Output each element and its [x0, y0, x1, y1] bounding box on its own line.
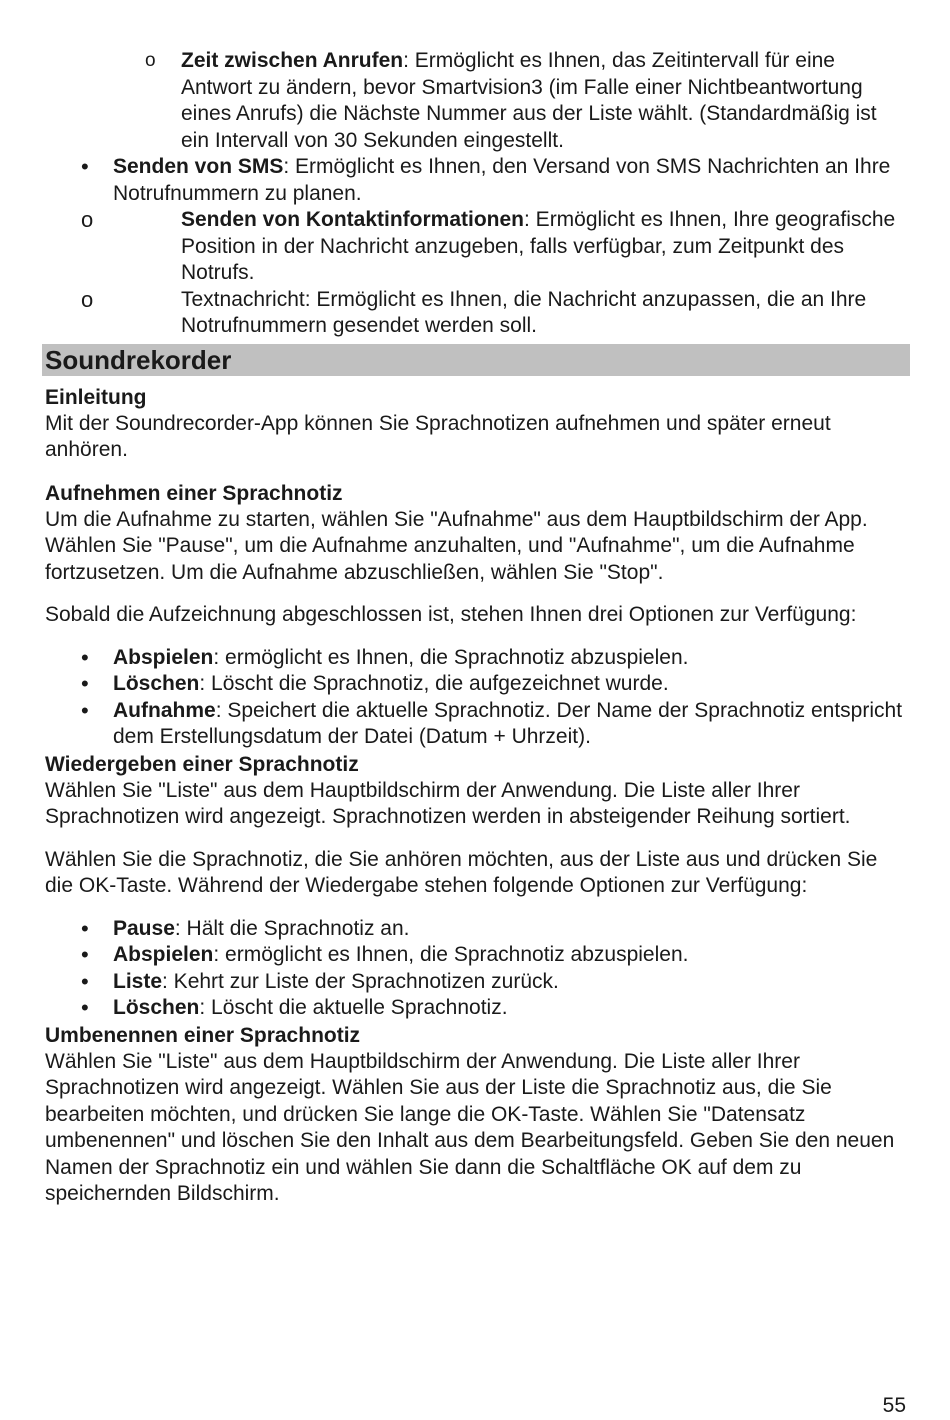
heading-record: Aufnehmen einer Sprachnotiz: [45, 481, 343, 505]
item-term: Abspielen: [113, 645, 214, 669]
bullet-item: [45, 916, 910, 943]
bullet-item-sms: [45, 154, 910, 340]
rename-paragraph: Wählen Sie "Liste" aus dem Hauptbildschirm der Anwendung. Die Liste aller Ihrer Sprachnotizen wird angezeigt. Wählen Sie aus der Liste die Sprachnotiz aus, die Sie bearbeiten möchten, und drücken Sie lange die OK-Taste. Wählen Sie "Datensatz umbenennen" und löschen Sie den Inhalt aus dem Bearbeitungsfeld. Geben Sie den neuen Namen der Sprachnotiz ein und wählen Sie dann die Schaltfläche OK auf dem zu speichernden Bildschirm.: [45, 1049, 895, 1205]
item-description: : Ermöglicht es Ihnen, Ihre geografische Position in der Nachricht anzugeben, falls verfügbar, zum Zeitpunkt des Notrufs.: [181, 208, 896, 284]
item-description: : Ermöglicht es Ihnen, den Versand von SMS Nachrichten an Ihre Notrufnummern zu planen.: [113, 155, 891, 205]
section-title: Soundrekorder: [42, 344, 910, 376]
bullet-marker: •: [81, 968, 89, 994]
record-paragraph-1: Um die Aufnahme zu starten, wählen Sie "Aufnahme" aus dem Hauptbildschirm der App. Wählen Sie "Pause", um die Aufnahme anzuhalten, und "Aufnahme", um die Aufnahme fortzusetzen. Um die Aufnahme abzuschließen, wählen Sie "Stop".: [45, 507, 868, 584]
sub-list-item: [45, 207, 910, 287]
sub-list-item: [45, 48, 910, 154]
bullet-item: [45, 969, 910, 996]
document-page: [45, 48, 910, 1208]
item-description: : Löscht die aktuelle Sprachnotiz.: [199, 996, 508, 1019]
record-options-list: [45, 645, 910, 751]
heading-play: Wiedergeben einer Sprachnotiz: [45, 752, 359, 776]
item-description: : ermöglicht es Ihnen, die Sprachnotiz abzuspielen.: [213, 943, 689, 966]
bullet-marker: •: [81, 995, 89, 1020]
play-paragraph-2: Wählen Sie die Sprachnotiz, die Sie anhören möchten, aus der Liste aus und drücken Sie die OK-Taste. Während der Wiedergabe stehen folgende Optionen zur Verfügung:: [45, 847, 878, 897]
bullet-marker: •: [81, 915, 89, 941]
sub-list-item: [45, 287, 910, 340]
bullet-marker: •: [81, 671, 89, 696]
item-description: : Kehrt zur Liste der Sprachnotizen zurück.: [162, 969, 559, 993]
bullet-item: [45, 942, 910, 969]
item-description: : Ermöglicht es Ihnen, das Zeitintervall für eine Antwort zu ändern, bevor Smartvision3 (im Falle einer Nichtbeantwortung eines Anrufs) die Nächste Nummer aus der Liste wählt. (Standardmäßig ist ein Intervall von 30 Sekunden eingestellt.: [181, 49, 877, 152]
item-term: Aufnahme: [113, 698, 216, 722]
bullet-marker: •: [81, 644, 89, 670]
item-term: Senden von Kontaktinformationen: [181, 208, 525, 231]
bullet-item: [45, 698, 910, 751]
heading-rename: Umbenennen einer Sprachnotiz: [45, 1023, 361, 1047]
bullet-marker: •: [81, 154, 89, 179]
item-description: : Speichert die aktuelle Sprachnotiz. Der Name der Sprachnotiz entspricht dem Erstellungsdatum der Datei (Datum + Uhrzeit).: [113, 698, 903, 748]
play-paragraph-1: Wählen Sie "Liste" aus dem Hauptbildschirm der Anwendung. Die Liste aller Ihrer Sprachnotizen wird angezeigt. Sprachnotizen werden in absteigender Reihung sortiert.: [45, 778, 851, 828]
item-term: Löschen: [113, 672, 200, 695]
item-description: Textnachricht: Ermöglicht es Ihnen, die Nachricht anzupassen, die an Ihre Notrufnummern gesendet werden soll.: [181, 287, 867, 337]
item-term: Abspielen: [113, 943, 214, 966]
play-options-list: [45, 916, 910, 1022]
intro-paragraph: Mit der Soundrecorder-App können Sie Sprachnotizen aufnehmen und später erneut anhören.: [45, 411, 831, 461]
item-term: Liste: [113, 969, 163, 993]
heading-intro: Einleitung: [45, 385, 147, 409]
bullet-item: [45, 995, 910, 1022]
item-term: Zeit zwischen Anrufen: [181, 49, 404, 72]
circle-marker: o: [81, 286, 94, 312]
top-sublist: [45, 48, 910, 154]
item-term: Pause: [113, 916, 175, 940]
item-term: Senden von SMS: [113, 155, 284, 178]
page-number: 55: [882, 1394, 906, 1417]
item-description: : ermöglicht es Ihnen, die Sprachnotiz abzuspielen.: [213, 645, 689, 669]
bullet-item: [45, 671, 910, 698]
circle-marker: o: [81, 207, 94, 232]
item-description: : Löscht die Sprachnotiz, die aufgezeichnet wurde.: [199, 672, 669, 695]
sms-sublist: [45, 207, 910, 340]
bullet-marker: •: [81, 942, 89, 967]
record-paragraph-2: Sobald die Aufzeichnung abgeschlossen ist, stehen Ihnen drei Optionen zur Verfügung:: [45, 603, 857, 626]
circle-marker: o: [145, 50, 156, 71]
item-description: : Hält die Sprachnotiz an.: [174, 916, 410, 940]
bullet-item: [45, 645, 910, 672]
bullet-marker: •: [81, 697, 89, 723]
item-term: Löschen: [113, 996, 200, 1019]
sms-bullet-list: [45, 154, 910, 340]
